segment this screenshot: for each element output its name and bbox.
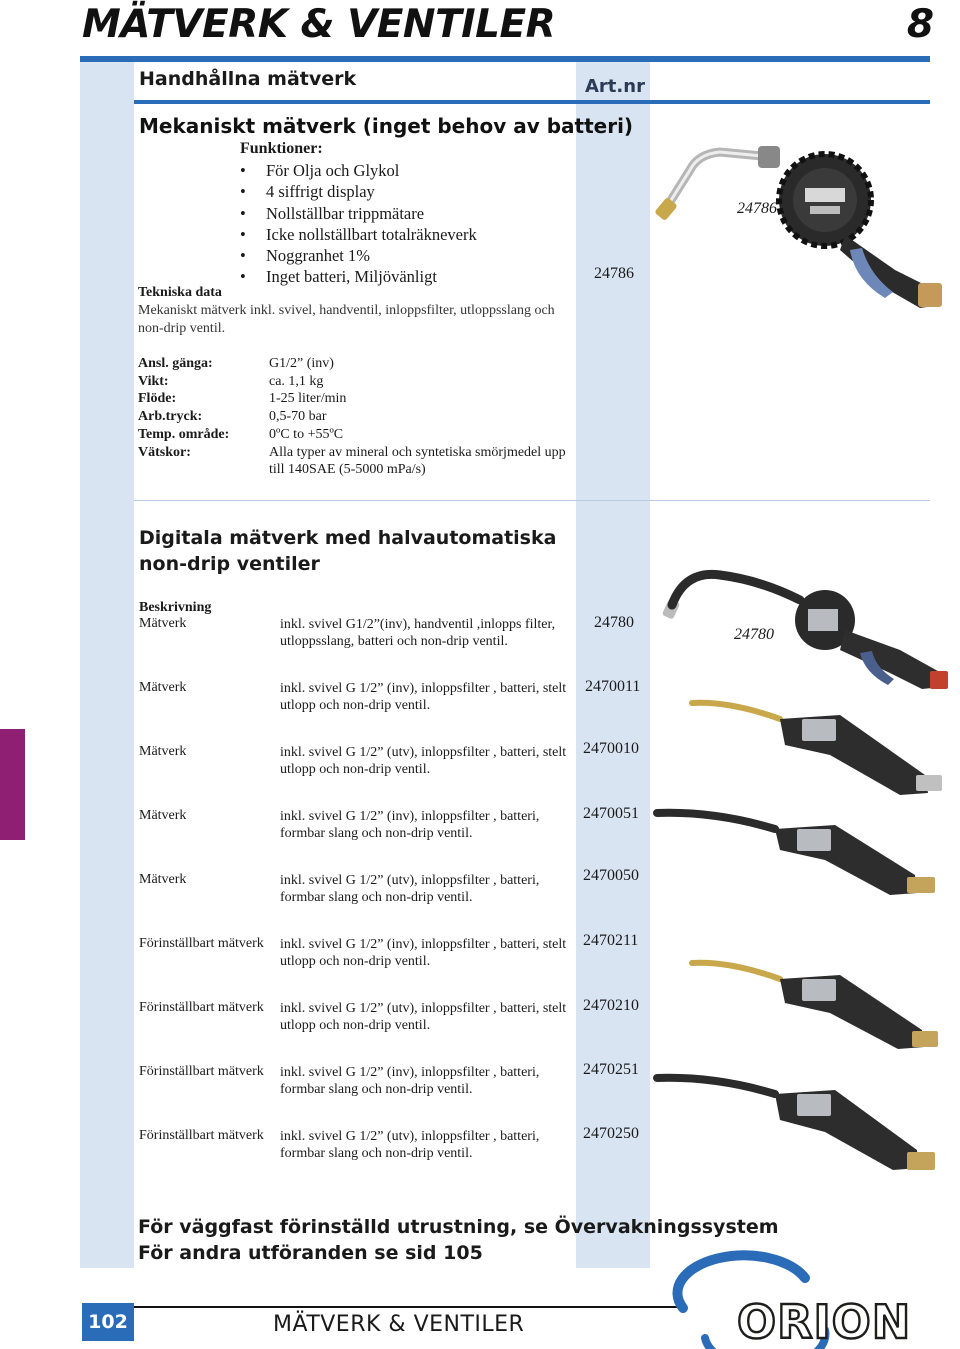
row-description: inkl. svivel G 1/2” (utv), inloppsfilter , batteri, formbar slang och non-drip ventil. [280, 873, 540, 905]
footer-note [138, 1214, 779, 1266]
spec-label: Temp. område: [138, 426, 230, 442]
mechanical-meter-illustration [650, 140, 950, 320]
row-description: inkl. svivel G 1/2” (inv), inloppsfilter , batteri, formbar slang och non-drip ventil. [280, 809, 540, 841]
functions-label: Funktioner: [240, 140, 323, 157]
section-heading: Digitala mätverk med halvautomatiska non-drip ventiler [139, 527, 557, 575]
spec-row [138, 426, 574, 444]
feature-item: • Inget batteri, Miljövänligt [240, 266, 477, 287]
page-number: 102 [82, 1303, 134, 1341]
spec-value: ca. 1,1 kg [269, 373, 324, 389]
spec-value: G1/2” (inv) [269, 356, 334, 371]
header-rule [134, 100, 930, 104]
image-caption: 24786 [737, 200, 777, 217]
row-type: Förinställbart mätverk [139, 1064, 264, 1079]
tech-data-description: Mekaniskt mätverk inkl. svivel, handventil, inloppsfilter, utloppsslang och non-drip ventil. [138, 303, 555, 336]
spec-label: Ansl. gänga: [138, 356, 213, 371]
row-type: Förinställbart mätverk [139, 1000, 264, 1015]
spec-label: Flöde: [138, 391, 177, 407]
page-title: MÄTVERK & VENTILER [82, 2, 556, 47]
digital-meter-illustration [690, 955, 950, 1055]
digital-meter-illustration [655, 1070, 945, 1180]
spec-row [138, 408, 574, 426]
section-title: Handhållna mätverk [139, 68, 357, 90]
row-type: Mätverk [139, 744, 187, 759]
row-description: inkl. svivel G 1/2” (inv), inloppsfilter , batteri, stelt utlopp och non-drip ventil. [280, 681, 567, 713]
tech-data-label: Tekniska data [138, 285, 222, 300]
row-artnr: 2470010 [583, 740, 639, 757]
image-caption: 24780 [734, 626, 774, 643]
feature-list [240, 160, 477, 288]
logo-text: ORION [737, 1295, 912, 1349]
digital-meter-illustration [655, 805, 945, 900]
footer-note-line: För väggfast förinställd utrustning, se Övervakningssystem [138, 1216, 779, 1238]
spec-row [138, 390, 574, 408]
digital-meter-hose-illustration [660, 565, 955, 695]
spec-value: 1-25 liter/min [269, 391, 347, 407]
artnr-column-band [576, 62, 650, 1268]
row-artnr: 24780 [594, 614, 634, 631]
row-description: inkl. svivel G 1/2” (inv), inloppsfilter , batteri, stelt utlopp och non-drip ventil. [280, 937, 567, 969]
row-artnr: 2470011 [585, 678, 641, 695]
feature-item: • Noggranhet 1% [240, 245, 477, 266]
footer-rule [134, 1306, 678, 1308]
row-description: inkl. svivel G 1/2” (inv), inloppsfilter , batteri, formbar slang och non-drip ventil. [280, 1065, 540, 1097]
spec-row [138, 444, 574, 479]
spec-value: 0,5-70 bar [269, 409, 327, 425]
spec-label: Vätskor: [138, 444, 191, 460]
row-type: Mätverk [139, 872, 187, 887]
spec-label: Vikt: [138, 373, 169, 389]
row-artnr: 2470050 [583, 867, 639, 884]
feature-item: • Icke nollställbart totalräkneverk [240, 224, 477, 245]
spec-table [138, 355, 574, 479]
top-rule [80, 56, 930, 62]
row-description: inkl. svivel G1/2”(inv), handventil ,inlopps filter, utloppsslang, batteri och non-drip ventil. [280, 617, 556, 649]
row-type: Förinställbart mätverk [139, 1128, 264, 1143]
row-artnr: 2470250 [583, 1125, 639, 1142]
chapter-number: 8 [906, 2, 934, 47]
feature-item: • 4 siffrigt display [240, 181, 477, 202]
row-type: Mätverk [139, 616, 187, 631]
section-divider [134, 500, 930, 501]
spec-label: Arb.tryck: [138, 409, 203, 425]
orion-logo [675, 1268, 935, 1349]
row-description: inkl. svivel G 1/2” (utv), inloppsfilter , batteri, formbar slang och non-drip ventil. [280, 1129, 540, 1161]
row-artnr: 2470211 [583, 932, 639, 949]
artnr-column-header: Art.nr [585, 76, 645, 97]
spec-value: 0ºC to +55ºC [269, 426, 344, 442]
spec-row [138, 355, 574, 373]
row-type: Mätverk [139, 680, 187, 695]
row-artnr: 2470051 [583, 805, 639, 822]
row-description: inkl. svivel G 1/2” (utv), inloppsfilter , batteri, stelt utlopp och non-drip ventil. [280, 745, 567, 777]
feature-item: • För Olja och Glykol [240, 160, 477, 181]
product-artnr: 24786 [594, 265, 634, 282]
product-heading: Mekaniskt mätverk (inget behov av batteri) [139, 114, 634, 138]
row-type: Mätverk [139, 808, 187, 823]
description-label: Beskrivning [139, 600, 212, 615]
row-artnr: 2470251 [583, 1061, 639, 1078]
spec-row [138, 373, 574, 391]
footer-note-line: För andra utföranden se sid 105 [138, 1242, 483, 1264]
left-band [80, 62, 134, 1268]
chapter-side-tab [0, 729, 25, 840]
feature-item: • Nollställbar trippmätare [240, 203, 477, 224]
footer-title: MÄTVERK & VENTILER [273, 1312, 525, 1337]
row-description: inkl. svivel G 1/2” (utv), inloppsfilter , batteri, stelt utlopp och non-drip ventil. [280, 1001, 567, 1033]
spec-value: Alla typer av mineral och syntetiska smörjmedel upp till 140SAE (5-5000 mPa/s) [269, 444, 566, 478]
row-artnr: 2470210 [583, 997, 639, 1014]
row-type: Förinställbart mätverk [139, 936, 264, 951]
digital-meter-illustration [690, 695, 950, 805]
